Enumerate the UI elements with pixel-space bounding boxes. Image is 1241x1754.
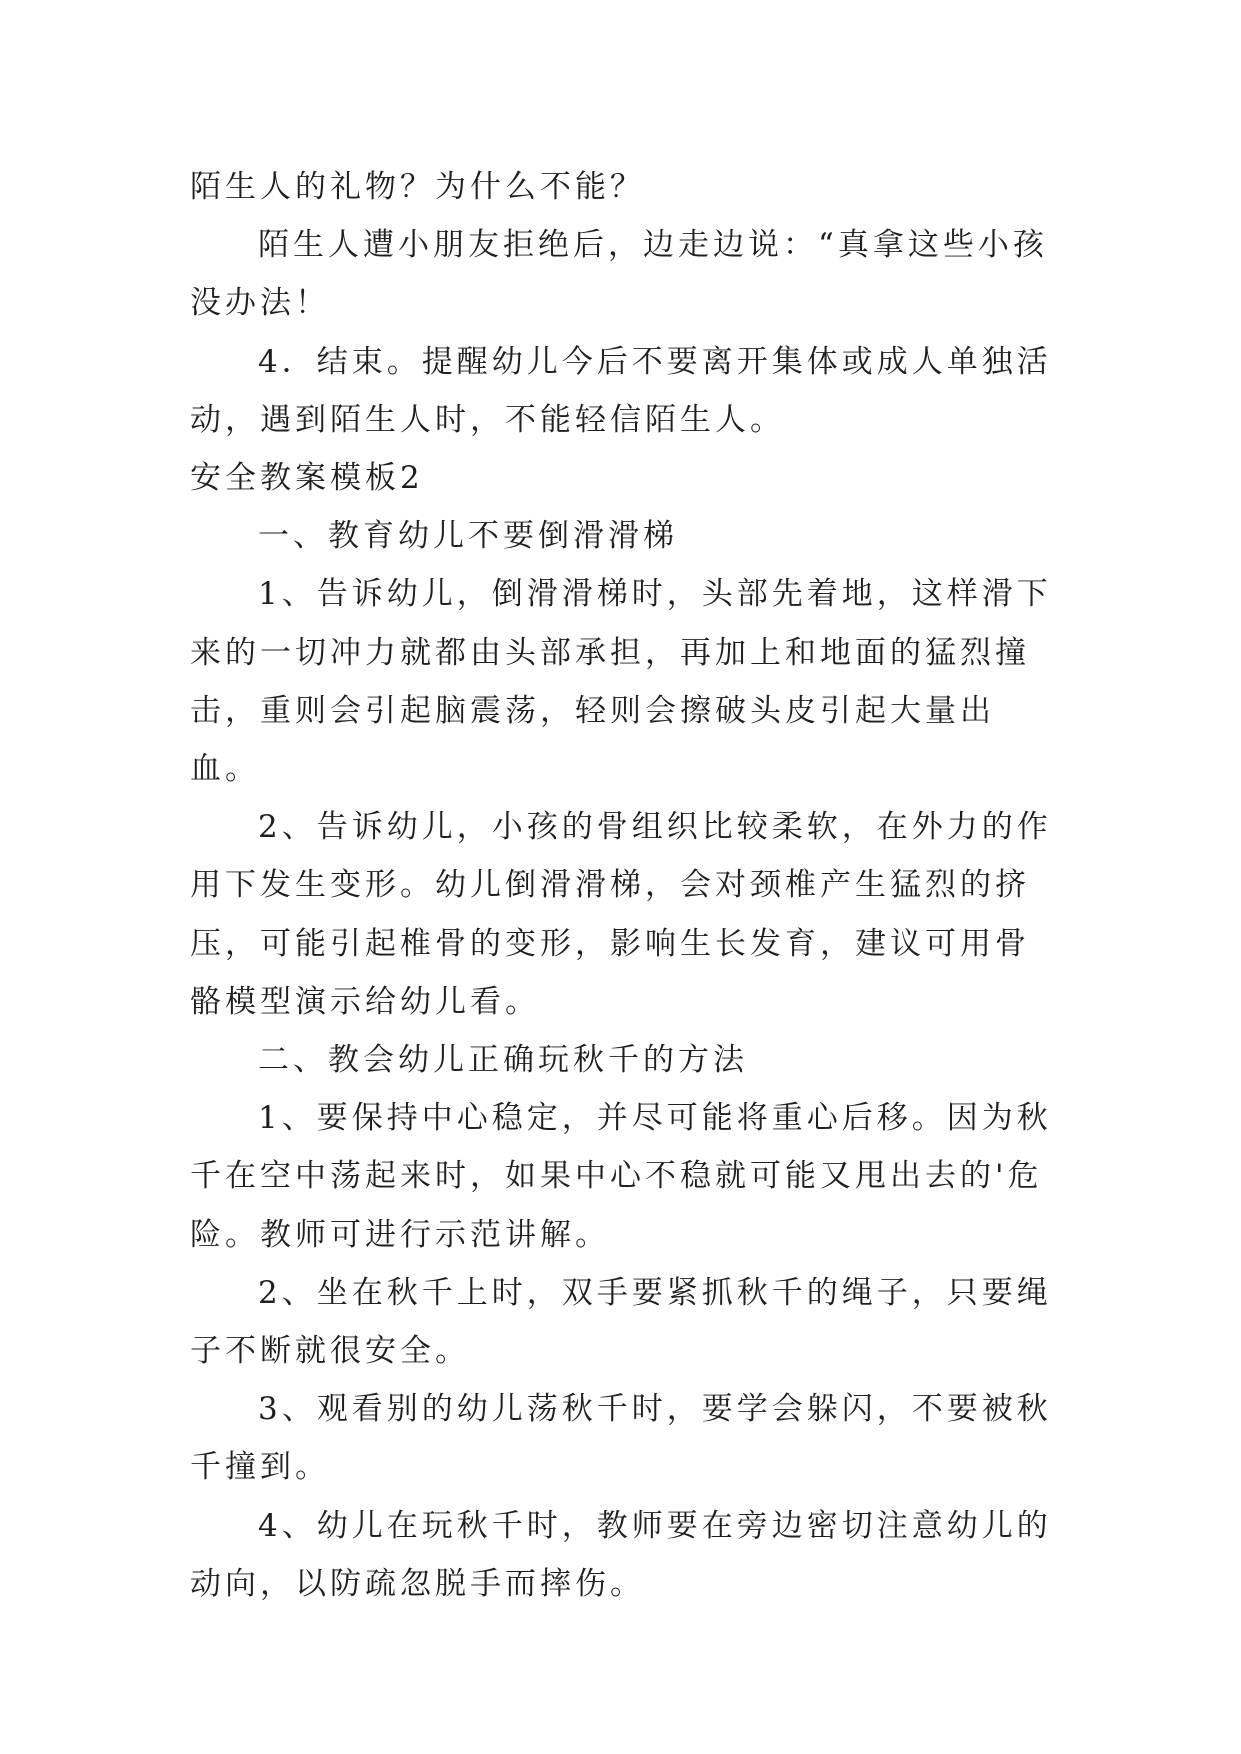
subsection-heading-2: 二、教会幼儿正确玩秋千的方法 <box>258 1042 748 1079</box>
paragraph-6: 1、要保持中心稳定，并尽可能将重心后移。因为秋千在空中荡起来时，如果中心不稳就可能又甩出去的'危险。教师可进行示范讲解。 <box>190 1100 1052 1253</box>
paragraph-8: 3、观看别的幼儿荡秋千时，要学会躲闪，不要被秋千撞到。 <box>190 1391 1052 1486</box>
paragraph-4: 1、告诉幼儿，倒滑滑梯时，头部先着地，这样滑下来的一切冲力就都由头部承担，再加上和地面的猛烈撞击，重则会引起脑震荡，轻则会擦破头皮引起大量出血。 <box>190 576 1052 788</box>
paragraph-9: 4、幼儿在玩秋千时，教师要在旁边密切注意幼儿的动向，以防疏忽脱手而摔伤。 <box>190 1507 1052 1602</box>
subsection-heading-1: 一、教育幼儿不要倒滑滑梯 <box>258 518 678 555</box>
paragraph-5: 2、告诉幼儿，小孩的骨组织比较柔软，在外力的作用下发生变形。幼儿倒滑滑梯，会对颈椎产生猛烈的挤压，可能引起椎骨的变形，影响生长发育，建议可用骨骼模型演示给幼儿看。 <box>190 809 1052 1020</box>
paragraph-7: 2、坐在秋千上时，双手要紧抓秋千的绳子，只要绳子不断就很安全。 <box>190 1274 1052 1370</box>
paragraph-2: 陌生人遭小朋友拒绝后，边走边说：“真拿这些小孩没办法！ <box>190 227 1048 322</box>
document-body <box>190 158 1056 1613</box>
section-heading: 安全教案模板2 <box>190 460 424 497</box>
paragraph-3: 4．结束。提醒幼儿今后不要离开集体或成人单独活动，遇到陌生人时，不能轻信陌生人。 <box>190 343 1052 438</box>
paragraph-1: 陌生人的礼物？为什么不能？ <box>190 169 645 205</box>
